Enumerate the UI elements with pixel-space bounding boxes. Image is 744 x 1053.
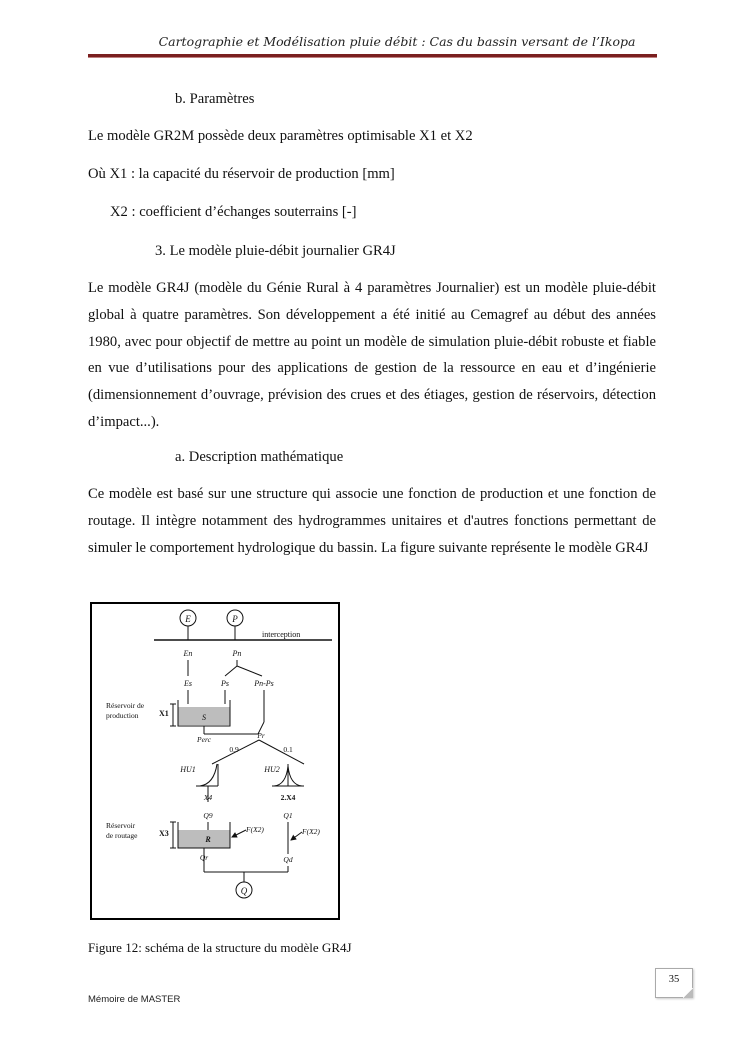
qd-label: Qd bbox=[283, 855, 293, 864]
description-paragraph: Ce modèle est basé sur une structure qui associe une fonction de production et une fonction de routage. Il intègre notamment des hydrogrammes unitaires et d'autres fonctions permettant de simuler le comportement hydrologique du bassin. La figure suivante représente le modèle GR4J bbox=[88, 486, 656, 556]
x3-label: X3 bbox=[159, 829, 169, 838]
perc-label: Perc bbox=[197, 735, 211, 744]
split-09-label: 0.9 bbox=[229, 745, 239, 754]
q9-label: Q9 bbox=[203, 811, 213, 820]
production-reservoir-label-2: production bbox=[106, 711, 139, 720]
params-line-3: X2 : coefficient d’échanges souterrains [-] bbox=[110, 204, 357, 220]
description-heading: a. Description mathématique bbox=[175, 449, 344, 465]
gr4j-paragraph: Le modèle GR4J (modèle du Génie Rural à 4 paramètres Journalier) est un modèle pluie-débit global à quatre paramètres. Son développement a été initié au Cemagref au début des années 1980, avec pour objectif de mettre au point un modèle de simulation pluie-débit robuste et fiable en vue d’utilisations pour des applications de gestion de la ressource en eau et d’ingénierie (dimensionnement d’ouvrage, prévision des crues et des étiages, gestion de réservoirs, détection d’impact...). bbox=[88, 280, 656, 430]
split-01-label: 0.1 bbox=[283, 745, 293, 754]
gr4j-diagram bbox=[92, 604, 338, 918]
interception-label: interception bbox=[262, 630, 301, 639]
pn-label: Pn bbox=[232, 649, 242, 658]
s-label: S bbox=[202, 713, 206, 722]
es-label: Es bbox=[184, 679, 192, 688]
page-curl-icon bbox=[683, 988, 693, 998]
routing-reservoir-label-2: de routage bbox=[106, 831, 138, 840]
production-reservoir-label-1: Réservoir de bbox=[106, 701, 145, 710]
params-line-1: Le modèle GR2M possède deux paramètres optimisable X1 et X2 bbox=[88, 128, 473, 144]
hu2-label: HU2 bbox=[264, 765, 280, 774]
hu1-label: HU1 bbox=[180, 765, 196, 774]
r-label: R bbox=[205, 835, 211, 844]
en-label: En bbox=[183, 649, 193, 658]
x4-label: X4 bbox=[203, 793, 213, 802]
q1-label: Q1 bbox=[283, 811, 293, 820]
node-p-label: P bbox=[232, 614, 238, 624]
page-number-box bbox=[655, 968, 693, 998]
gr4j-structure-figure bbox=[90, 602, 340, 920]
routing-reservoir-label-1: Réservoir bbox=[106, 821, 136, 830]
figure-caption: Figure 12: schéma de la structure du modèle GR4J bbox=[88, 940, 352, 955]
pr-label: Pr bbox=[257, 731, 265, 740]
running-header-title: Cartographie et Modélisation pluie débit : Cas du bassin versant de l’Ikopa bbox=[158, 34, 636, 49]
page-number: 35 bbox=[668, 974, 680, 985]
fx2-right-label: F(X2) bbox=[302, 827, 320, 836]
params-heading: b. Paramètres bbox=[175, 91, 255, 107]
node-e-label: E bbox=[185, 614, 191, 624]
x1-label: X1 bbox=[159, 709, 169, 718]
pn-ps-label: Pn-Ps bbox=[254, 679, 274, 688]
node-q-label: Q bbox=[240, 886, 248, 896]
hu1-curve bbox=[200, 764, 217, 786]
qr-label: Qr bbox=[199, 853, 209, 862]
header-rule bbox=[88, 54, 657, 58]
ps-label: Ps bbox=[221, 679, 229, 688]
footer-text: Mémoire de MASTER bbox=[88, 994, 181, 1005]
gr4j-heading: 3. Le modèle pluie-débit journalier GR4J bbox=[155, 243, 396, 259]
params-line-2: Où X1 : la capacité du réservoir de production [mm] bbox=[88, 166, 395, 182]
two-x4-label: 2.X4 bbox=[280, 793, 296, 802]
routing-store-fill bbox=[178, 830, 230, 848]
fx2-left-label: F(X2) bbox=[246, 825, 264, 834]
